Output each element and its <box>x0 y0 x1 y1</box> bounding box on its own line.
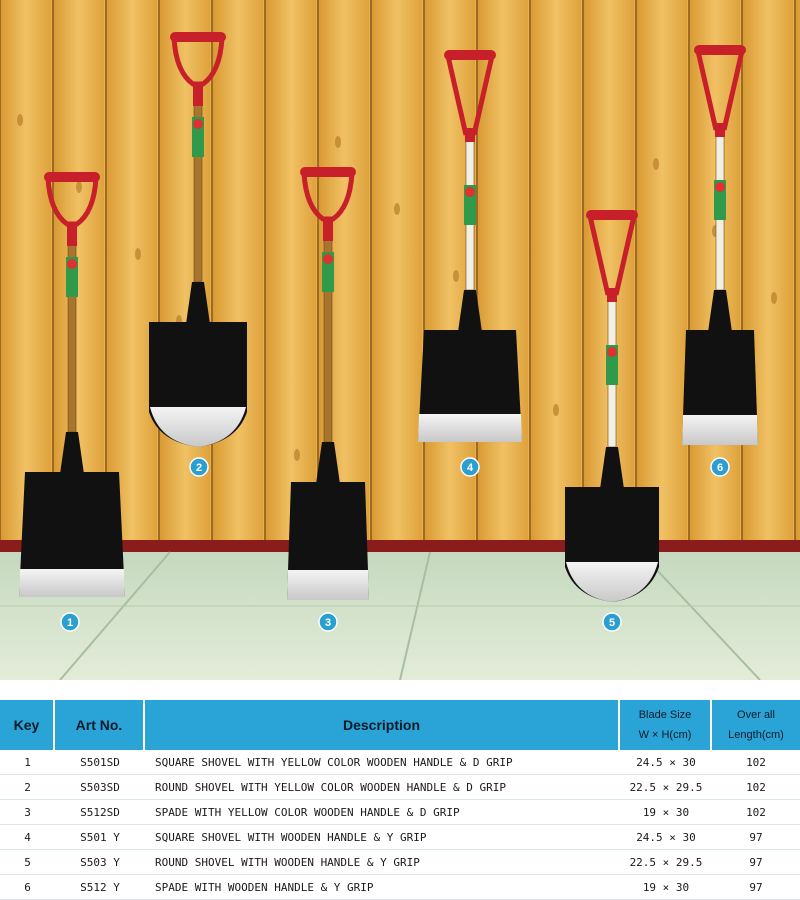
grip-collar <box>323 219 333 241</box>
key-badge <box>61 613 79 631</box>
blade-edge <box>418 414 522 442</box>
key-badge-number: 1 <box>66 617 74 629</box>
wall-plank <box>107 0 157 545</box>
key-badge-number: 6 <box>716 462 724 474</box>
wood-knot <box>76 181 82 193</box>
blade-size-cell: 24.5 × 30 <box>620 750 712 775</box>
wood-knot <box>771 292 777 304</box>
d-grip-bar <box>170 32 226 42</box>
table-row <box>0 825 800 850</box>
art-no-cell: S501SD <box>55 750 145 775</box>
label-logo <box>323 254 333 264</box>
description-cell: ROUND SHOVEL WITH WOODEN HANDLE & Y GRIP <box>145 850 620 875</box>
wall-plank <box>637 0 687 545</box>
label-logo <box>465 187 475 197</box>
overall-length-cell: 102 <box>712 775 800 800</box>
wall-plank <box>213 0 263 545</box>
key-badge-number: 4 <box>466 462 474 474</box>
shovel-handle <box>194 82 202 282</box>
overall-length-header-line2: Length(cm) <box>728 729 784 741</box>
description-cell: SPADE WITH WOODEN HANDLE & Y GRIP <box>145 875 620 900</box>
table-header-row <box>0 700 800 750</box>
grip-collar <box>465 128 475 142</box>
blade-size-cell: 19 × 30 <box>620 800 712 825</box>
wall-plank <box>531 0 581 545</box>
spec-table-section <box>0 700 800 900</box>
label-logo <box>67 259 77 269</box>
wall-plank <box>743 0 793 545</box>
art-no-cell: S512SD <box>55 800 145 825</box>
key-cell: 4 <box>0 825 55 850</box>
key-badge <box>711 458 729 476</box>
key-badge <box>461 458 479 476</box>
description-header: Description <box>145 700 620 750</box>
grip-collar <box>715 123 725 137</box>
shovel-handle <box>68 222 76 432</box>
blade-size-header <box>620 700 712 750</box>
key-cell: 6 <box>0 875 55 900</box>
art-no-cell: S503 Y <box>55 850 145 875</box>
shovel-handle <box>324 217 332 442</box>
overall-length-cell: 97 <box>712 850 800 875</box>
blade-edge <box>682 415 758 445</box>
grip-collar <box>193 84 203 106</box>
overall-length-header <box>712 700 800 750</box>
table-row <box>0 775 800 800</box>
label-logo <box>193 119 203 129</box>
grip-collar <box>607 288 617 302</box>
wood-knot <box>335 136 341 148</box>
y-grip-bar <box>694 45 746 55</box>
overall-length-cell: 102 <box>712 750 800 775</box>
wood-knot <box>294 449 300 461</box>
key-cell: 1 <box>0 750 55 775</box>
key-cell: 5 <box>0 850 55 875</box>
description-cell: SQUARE SHOVEL WITH YELLOW COLOR WOODEN HANDLE & D GRIP <box>145 750 620 775</box>
overall-length-cell: 97 <box>712 875 800 900</box>
key-cell: 3 <box>0 800 55 825</box>
blade-size-header-line1: Blade Size <box>638 709 692 721</box>
table-row <box>0 750 800 775</box>
key-header: Key <box>0 700 55 750</box>
wall-plank <box>796 0 800 545</box>
blade-size-header-line2: W × H(cm) <box>638 729 692 741</box>
label-logo <box>607 347 617 357</box>
overall-length-header-line1: Over all <box>737 709 775 721</box>
d-grip-bar <box>44 172 100 182</box>
table-row <box>0 875 800 900</box>
wall-plank <box>372 0 422 545</box>
blade-edge <box>19 569 125 597</box>
y-grip-bar <box>586 210 638 220</box>
wood-knot <box>17 114 23 126</box>
spacer <box>0 680 800 700</box>
key-badge <box>603 613 621 631</box>
wall-plank <box>1 0 51 545</box>
y-grip-bar <box>444 50 496 60</box>
key-badge <box>319 613 337 631</box>
key-badge-number: 2 <box>195 462 203 474</box>
wood-knot <box>394 203 400 215</box>
overall-length-cell: 102 <box>712 800 800 825</box>
wood-knot <box>453 270 459 282</box>
blade-size-cell: 22.5 × 29.5 <box>620 775 712 800</box>
key-cell: 2 <box>0 775 55 800</box>
blade-size-cell: 24.5 × 30 <box>620 825 712 850</box>
table-row <box>0 850 800 875</box>
description-cell: ROUND SHOVEL WITH YELLOW COLOR WOODEN HANDLE & D GRIP <box>145 775 620 800</box>
wall-plank <box>266 0 316 545</box>
label-logo <box>715 182 725 192</box>
overall-length-cell: 97 <box>712 825 800 850</box>
description-cell: SPADE WITH YELLOW COLOR WOODEN HANDLE & D GRIP <box>145 800 620 825</box>
art-no-cell: S503SD <box>55 775 145 800</box>
wood-knot <box>135 248 141 260</box>
table-row <box>0 800 800 825</box>
grip-collar <box>67 224 77 246</box>
blade-size-cell: 19 × 30 <box>620 875 712 900</box>
art-no-header: Art No. <box>55 700 145 750</box>
description-cell: SQUARE SHOVEL WITH WOODEN HANDLE & Y GRIP <box>145 825 620 850</box>
spec-table <box>0 700 800 900</box>
d-grip-bar <box>300 167 356 177</box>
key-badge-number: 5 <box>608 617 616 629</box>
key-badge <box>190 458 208 476</box>
blade-size-cell: 22.5 × 29.5 <box>620 850 712 875</box>
wood-knot <box>553 404 559 416</box>
art-no-cell: S512 Y <box>55 875 145 900</box>
art-no-cell: S501 Y <box>55 825 145 850</box>
blade-edge <box>287 570 369 600</box>
wood-knot <box>653 158 659 170</box>
key-badge-number: 3 <box>324 617 332 629</box>
